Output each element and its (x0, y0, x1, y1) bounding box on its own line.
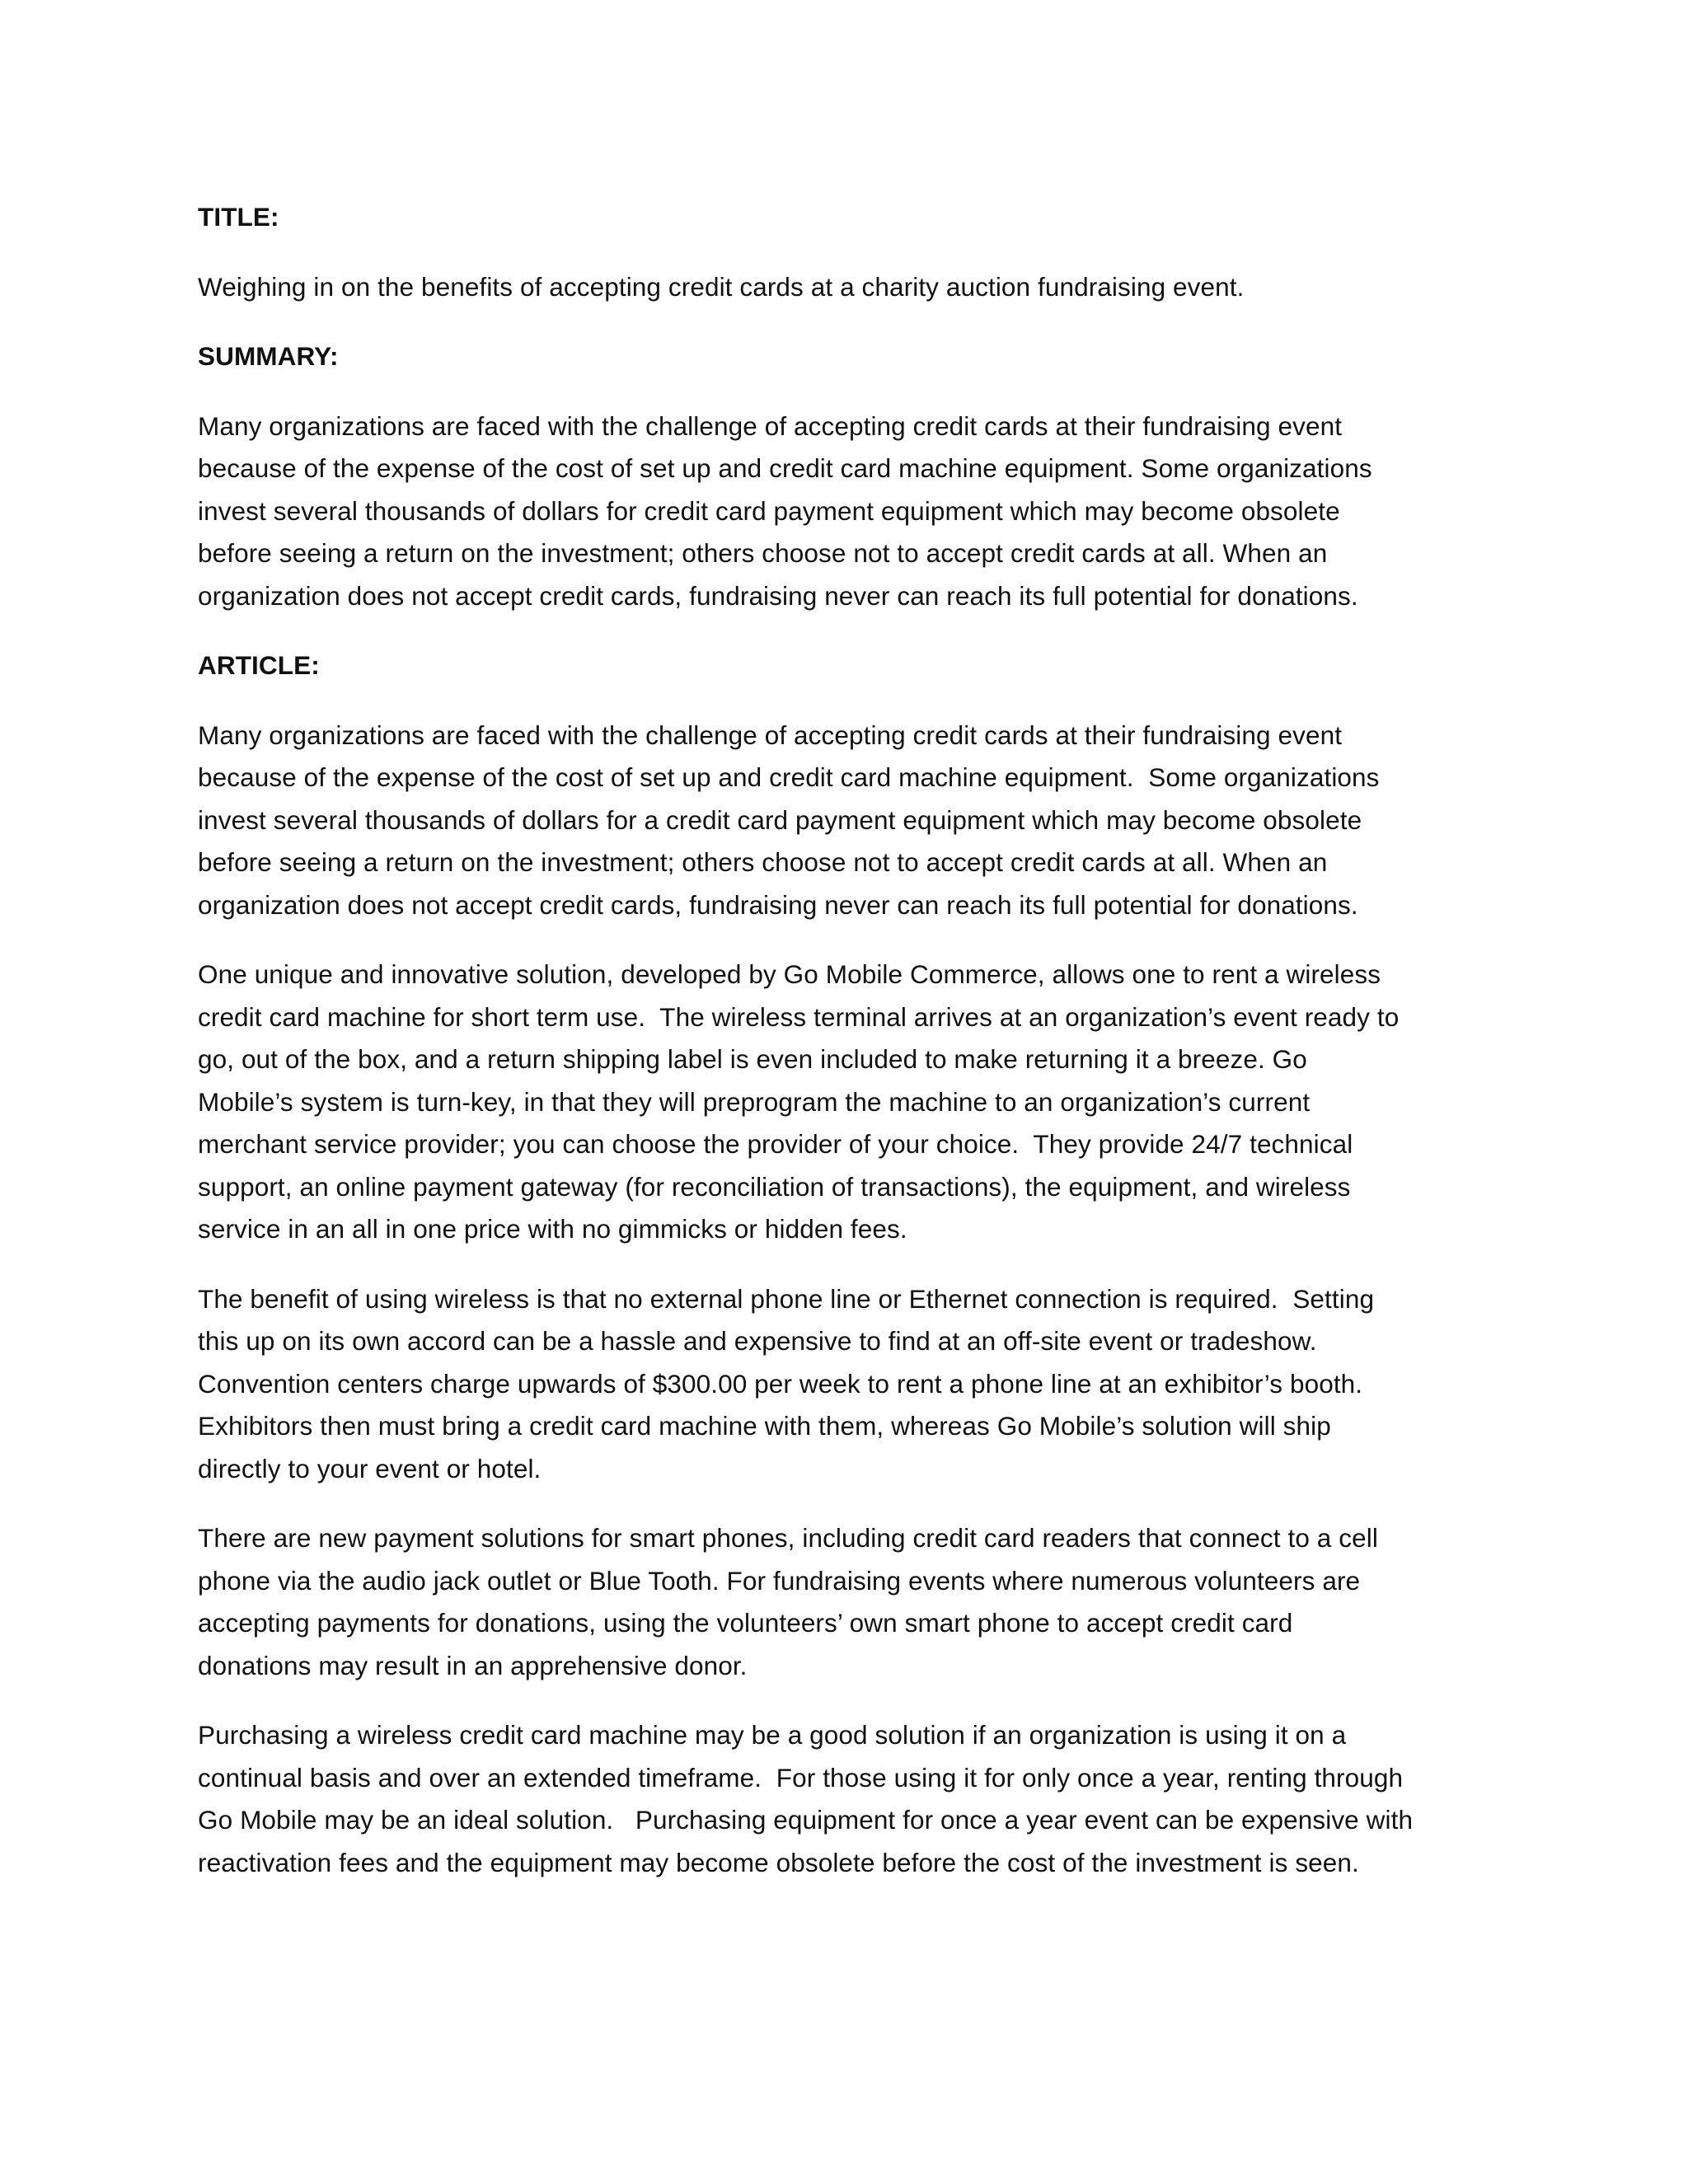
article-line: accepting payments for donations, using the volunteers’ own smart phone to accept credit card (198, 1608, 1293, 1638)
article-line: support, an online payment gateway (for reconciliation of transactions), the equipment, and wireless (198, 1171, 1351, 1202)
article-line: Purchasing a wireless credit card machine may be a good solution if an organization is using it on a (198, 1720, 1347, 1750)
article-line: donations may result in an apprehensive donor. (198, 1650, 748, 1680)
article-line: There are new payment solutions for smart phones, including credit card readers that connect to a cell (198, 1523, 1378, 1553)
article-paragraph-1 (198, 715, 1500, 927)
article-paragraph-4 (198, 1517, 1500, 1687)
article-line: merchant service provider; you can choose the provider of your choice. They provide 24/7 technical (198, 1129, 1353, 1159)
article-paragraph-2 (198, 954, 1500, 1251)
document-body (198, 196, 1500, 1911)
article-line: Convention centers charge upwards of $300.00 per week to rent a phone line at an exhibitor’s booth. (198, 1368, 1363, 1399)
article-heading: ARTICLE: (198, 650, 320, 680)
summary-line: before seeing a return on the investment; others choose not to accept credit cards at all. When an (198, 538, 1328, 568)
summary-paragraph (198, 405, 1500, 618)
article-line: this up on its own accord can be a hassle and expensive to find at an off-site event or tradeshow. (198, 1326, 1317, 1356)
article-line: organization does not accept credit cards, fundraising never can reach its full potential for donations. (198, 889, 1358, 920)
article-line: phone via the audio jack outlet or Blue Tooth. For fundraising events where numerous volunteers are (198, 1565, 1361, 1596)
article-line: invest several thousands of dollars for a credit card payment equipment which may become obsolete (198, 804, 1362, 835)
article-line: The benefit of using wireless is that no external phone line or Ethernet connection is required. Setting (198, 1283, 1375, 1314)
article-line: Many organizations are faced with the challenge of accepting credit cards at their fundraising event (198, 719, 1343, 750)
summary-heading: SUMMARY: (198, 341, 339, 371)
article-line: One unique and innovative solution, developed by Go Mobile Commerce, allows one to rent a wireless (198, 959, 1381, 989)
article-line: directly to your event or hotel. (198, 1453, 542, 1483)
article-line: before seeing a return on the investment; others choose not to accept credit cards at all. When an (198, 847, 1328, 877)
article-line: credit card machine for short term use. The wireless terminal arrives at an organization’s event ready to (198, 1001, 1400, 1032)
article-line: Go Mobile may be an ideal solution. Purchasing equipment for once a year event can be expensive with (198, 1805, 1414, 1835)
summary-line: because of the expense of the cost of set up and credit card machine equipment. Some organizations (198, 453, 1372, 483)
summary-line: organization does not accept credit cards, fundraising never can reach its full potential for donations. (198, 580, 1358, 611)
article-line: continual basis and over an extended timeframe. For those using it for only once a year, renting through (198, 1762, 1404, 1793)
article-paragraph-5 (198, 1714, 1500, 1884)
summary-line: invest several thousands of dollars for credit card payment equipment which may become obsolete (198, 495, 1340, 526)
title-text: Weighing in on the benefits of accepting credit cards at a charity auction fundraising event. (198, 271, 1245, 302)
article-line: because of the expense of the cost of set up and credit card machine equipment. Some organizations (198, 762, 1380, 792)
article-paragraph-3 (198, 1278, 1500, 1491)
article-line: reactivation fees and the equipment may become obsolete before the cost of the investment is seen. (198, 1847, 1359, 1877)
article-line: Mobile’s system is turn-key, in that they will preprogram the machine to an organization’s current (198, 1086, 1311, 1117)
summary-line: Many organizations are faced with the challenge of accepting credit cards at their fundraising event (198, 410, 1343, 441)
article-line: service in an all in one price with no gimmicks or hidden fees. (198, 1214, 907, 1244)
article-line: go, out of the box, and a return shipping label is even included to make returning it a breeze. Go (198, 1044, 1307, 1074)
title-heading: TITLE: (198, 202, 279, 232)
article-line: Exhibitors then must bring a credit card machine with them, whereas Go Mobile’s solution will ship (198, 1411, 1331, 1441)
